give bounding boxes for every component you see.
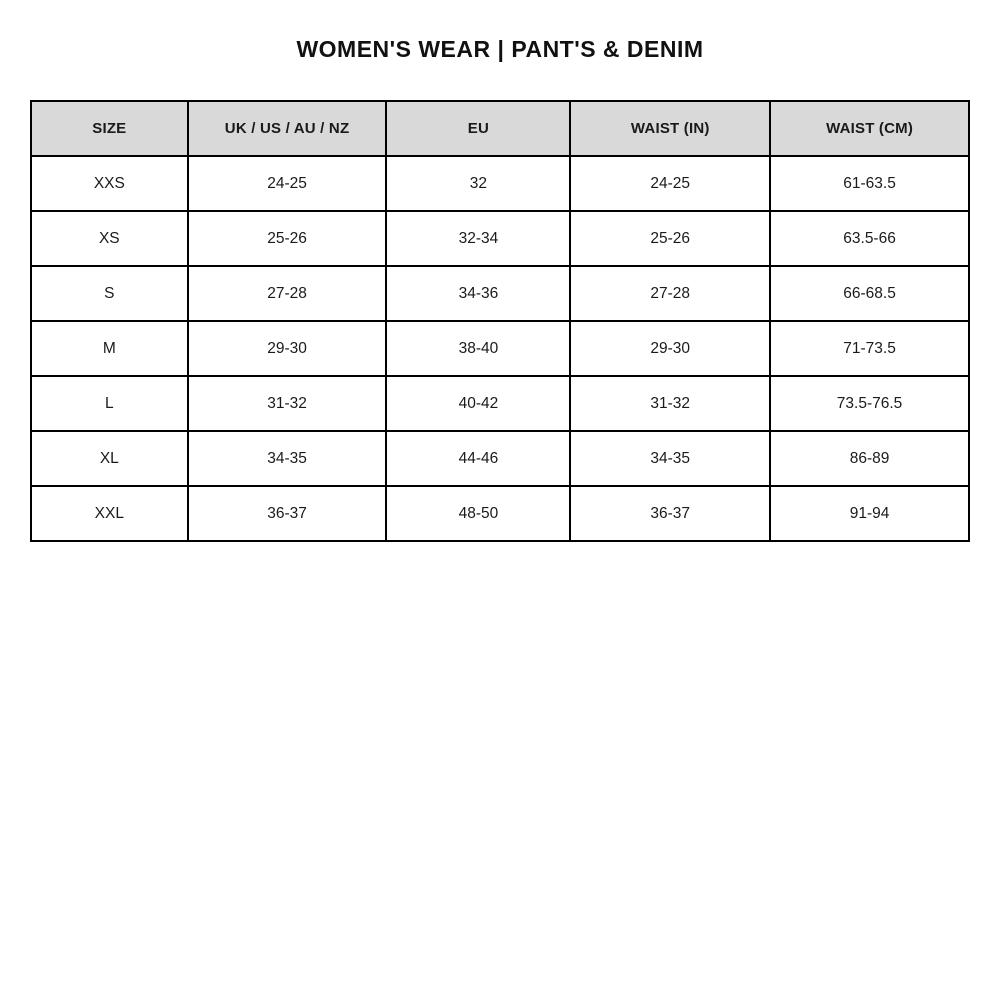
cell-waist-in: 29-30 <box>570 321 770 376</box>
cell-eu: 32-34 <box>386 211 570 266</box>
cell-uk: 27-28 <box>188 266 387 321</box>
cell-waist-in: 36-37 <box>570 486 770 541</box>
header-row <box>31 101 969 156</box>
cell-size: S <box>31 266 188 321</box>
col-header-size: SIZE <box>31 101 188 156</box>
cell-size: XS <box>31 211 188 266</box>
cell-waist-cm: 73.5-76.5 <box>770 376 969 431</box>
cell-size: XXL <box>31 486 188 541</box>
col-header-uk-us-au-nz: UK / US / AU / NZ <box>188 101 387 156</box>
cell-uk: 34-35 <box>188 431 387 486</box>
cell-uk: 31-32 <box>188 376 387 431</box>
cell-waist-cm: 61-63.5 <box>770 156 969 211</box>
cell-uk: 36-37 <box>188 486 387 541</box>
cell-eu: 44-46 <box>386 431 570 486</box>
cell-eu: 34-36 <box>386 266 570 321</box>
cell-size: L <box>31 376 188 431</box>
cell-uk: 25-26 <box>188 211 387 266</box>
cell-waist-cm: 91-94 <box>770 486 969 541</box>
cell-size: M <box>31 321 188 376</box>
cell-waist-cm: 86-89 <box>770 431 969 486</box>
page-title: WOMEN'S WEAR | PANT'S & DENIM <box>296 36 704 62</box>
cell-eu: 48-50 <box>386 486 570 541</box>
cell-size: XL <box>31 431 188 486</box>
table-row-m <box>31 321 969 376</box>
cell-waist-in: 25-26 <box>570 211 770 266</box>
cell-waist-cm: 71-73.5 <box>770 321 969 376</box>
col-header-waist-in: WAIST (IN) <box>570 101 770 156</box>
cell-size: XXS <box>31 156 188 211</box>
col-header-waist-cm: WAIST (CM) <box>770 101 969 156</box>
table-row-xs <box>31 211 969 266</box>
cell-waist-in: 31-32 <box>570 376 770 431</box>
cell-waist-in: 24-25 <box>570 156 770 211</box>
cell-waist-cm: 66-68.5 <box>770 266 969 321</box>
table-row-xxl <box>31 486 969 541</box>
cell-waist-in: 27-28 <box>570 266 770 321</box>
cell-eu: 38-40 <box>386 321 570 376</box>
cell-uk: 24-25 <box>188 156 387 211</box>
cell-eu: 40-42 <box>386 376 570 431</box>
col-header-eu: EU <box>386 101 570 156</box>
table-row-s <box>31 266 969 321</box>
cell-waist-in: 34-35 <box>570 431 770 486</box>
cell-waist-cm: 63.5-66 <box>770 211 969 266</box>
size-chart-table <box>30 100 970 542</box>
table-row-xl <box>31 431 969 486</box>
cell-uk: 29-30 <box>188 321 387 376</box>
cell-eu: 32 <box>386 156 570 211</box>
table-row-xxs <box>31 156 969 211</box>
table-row-l <box>31 376 969 431</box>
